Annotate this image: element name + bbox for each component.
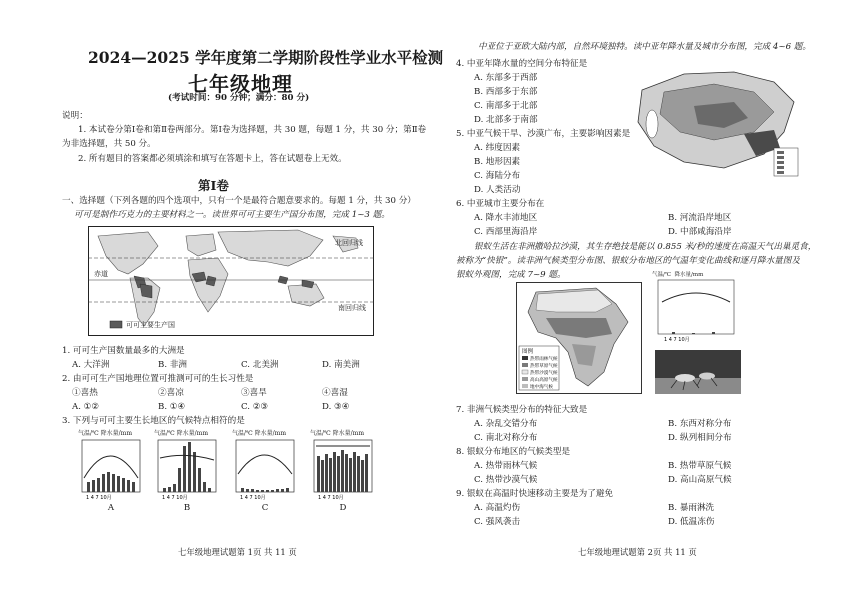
q5-option-b[interactable]: B. 地形因素 <box>474 157 521 167</box>
q7-option-a[interactable]: A. 杂乱交错分布 <box>474 419 538 429</box>
chart-label-d: D <box>339 502 347 513</box>
q7-stem: 7. 非洲气候类型分布的特征大致是 <box>456 405 588 415</box>
map-label-north-tropic: 北回归线 <box>335 239 363 247</box>
q8-option-b[interactable]: B. 热带草原气候 <box>668 461 732 471</box>
q6-option-a[interactable]: A. 降水丰沛地区 <box>474 213 538 223</box>
ant-intro: 被称为“快银”。读非洲气候类型分布图、银蚁分布地区的气温年变化曲线和逐月降水量图及 <box>456 256 800 266</box>
climate-chart-c <box>232 438 298 500</box>
section-title: 第Ⅰ卷 <box>198 178 229 193</box>
q4-option-c[interactable]: C. 南部多于北部 <box>474 101 538 111</box>
chart-label-b: B <box>183 502 191 513</box>
q9-stem: 9. 银蚁在高温时快速移动主要是为了避免 <box>456 489 614 499</box>
climate-chart-b <box>154 438 220 500</box>
q2-mark: ①喜热 <box>72 388 98 398</box>
q6-option-c[interactable]: C. 西部里海沿岸 <box>474 227 538 237</box>
q7-option-d[interactable]: D. 纵列相间分布 <box>668 433 732 443</box>
cocoa-intro: 可可是制作巧克力的主要材料之一。读世界可可主要生产国分布图，完成 1~3 题。 <box>74 210 390 220</box>
q2-mark: ③喜旱 <box>241 388 267 398</box>
temp-axis-label: 气温/℃ <box>78 430 99 437</box>
q1-option-a[interactable]: A. 大洋洲 <box>72 360 110 370</box>
q2-stem: 2. 由可可生产国地理位置可推测可可的生长习性是 <box>62 374 254 384</box>
left-footer: 七年级地理试题第 1页 共 11 页 <box>178 547 297 557</box>
climate-chart-a <box>78 438 144 500</box>
africa-legend-item: 热带沙漠气候 <box>530 371 558 376</box>
africa-legend-item: 高山高原气候 <box>530 378 558 383</box>
legend-swatch <box>110 321 122 328</box>
q7-option-c[interactable]: C. 南北对称分布 <box>474 433 538 443</box>
q4-stem: 4. 中亚年降水量的空间分布特征是 <box>456 59 588 69</box>
temp-axis-label: 气温/℃ <box>652 272 672 278</box>
subject-title: 七年级地理 <box>188 72 293 96</box>
ant-climate-chart <box>652 272 740 346</box>
central-asia-map <box>624 62 802 178</box>
q1-option-c[interactable]: C. 北美洲 <box>241 360 279 370</box>
africa-legend-item: 热带草原气候 <box>530 364 558 369</box>
instructions-label: 说明： <box>62 111 88 121</box>
q9-option-b[interactable]: B. 暴雨淋洗 <box>668 503 715 513</box>
temp-axis-label: 气温/℃ <box>232 430 253 437</box>
rain-axis-label: 降水量/mm <box>332 430 365 437</box>
q9-option-c[interactable]: C. 强风袭击 <box>474 517 521 527</box>
q1-option-b[interactable]: B. 非洲 <box>158 360 187 370</box>
q4-option-a[interactable]: A. 东部多于西部 <box>474 73 538 83</box>
chart-label-c: C <box>261 502 269 513</box>
q2-option-a[interactable]: A. ①② <box>72 402 100 412</box>
map-legend-label: 可可主要生产国 <box>126 321 175 329</box>
rain-axis-label: 降水量/mm <box>674 272 704 278</box>
rain-axis-label: 降水量/mm <box>176 430 209 437</box>
climate-chart-d <box>310 438 376 500</box>
q1-stem: 1. 可可生产国数量最多的大洲是 <box>62 346 185 356</box>
q2-option-b[interactable]: B. ①④ <box>158 402 186 412</box>
month-axis: 1 4 7 10月 <box>86 494 112 500</box>
right-footer: 七年级地理试题第 2页 共 11 页 <box>578 547 697 557</box>
cocoa-world-map <box>88 226 374 336</box>
q7-option-b[interactable]: B. 东西对称分布 <box>668 419 732 429</box>
africa-legend-item: 热带雨林气候 <box>530 357 558 362</box>
q5-option-d[interactable]: D. 人类活动 <box>474 185 521 195</box>
q6-option-d[interactable]: D. 中部咸海沿岸 <box>668 227 732 237</box>
month-axis: 1 4 7 10月 <box>318 494 344 500</box>
q4-option-d[interactable]: D. 北部多于南部 <box>474 115 538 125</box>
q9-option-d[interactable]: D. 低温冻伤 <box>668 517 715 527</box>
instruction-line: 1. 本试卷分第Ⅰ卷和第Ⅱ卷两部分。第Ⅰ卷为选择题，共 30 题，每题 1 分，共 30 分；第Ⅱ卷 <box>78 125 427 135</box>
q1-option-d[interactable]: D. 南美洲 <box>322 360 360 370</box>
africa-climate-map <box>516 282 642 394</box>
exam-info: (考试时间：90 分钟；满分：80 分) <box>168 93 310 103</box>
q6-stem: 6. 中亚城市主要分布在 <box>456 199 545 209</box>
map-label-south-tropic: 南回归线 <box>338 304 366 312</box>
q8-option-d[interactable]: D. 高山高原气候 <box>668 475 732 485</box>
silver-ant-photo <box>655 350 741 394</box>
ant-intro: 银蚁外观图，完成 7~9 题。 <box>456 270 566 280</box>
exam-title: 2024—2025 学年度第二学期阶段性学业水平检测 <box>88 48 444 67</box>
chart-label-a: A <box>107 502 115 513</box>
q6-option-b[interactable]: B. 河流沿岸地区 <box>668 213 732 223</box>
choice-intro: 一、选择题（下列各题的四个选项中，只有一个是最符合题意要求的。每题 1 分，共 30 分） <box>62 196 416 206</box>
instruction-line: 为非选择题，共 50 分。 <box>62 139 156 149</box>
q4-option-b[interactable]: B. 西部多于东部 <box>474 87 538 97</box>
q2-option-d[interactable]: D. ③④ <box>322 402 350 412</box>
q8-option-c[interactable]: C. 热带沙漠气候 <box>474 475 538 485</box>
q5-stem: 5. 中亚气候干旱、沙漠广布，主要影响因素是 <box>456 129 631 139</box>
rain-axis-label: 降水量/mm <box>254 430 287 437</box>
month-axis: 1 4 7 10月 <box>240 494 266 500</box>
africa-legend-title: 图例 <box>522 349 534 355</box>
ant-intro: 银蚁生活在非洲撒哈拉沙漠，其生存绝技是能以 0.855 米/秒的速度在高温天气出巢觅食， <box>474 242 817 252</box>
q2-mark: ④喜湿 <box>322 388 348 398</box>
q3-stem: 3. 下列与可可主要生长地区的气候特点相符的是 <box>62 416 245 426</box>
map-label-equator: 赤道 <box>94 270 108 278</box>
temp-axis-label: 气温/℃ <box>310 430 331 437</box>
instruction-line: 2. 所有题目的答案都必须填涂和填写在答题卡上，答在试题卷上无效。 <box>78 154 347 164</box>
q9-option-a[interactable]: A. 高温灼伤 <box>474 503 521 513</box>
africa-legend-item: 地中海气候 <box>530 385 553 390</box>
q2-mark: ②喜凉 <box>158 388 184 398</box>
month-axis: 1 4 7 10月 <box>664 337 690 343</box>
q8-option-a[interactable]: A. 热带雨林气候 <box>474 461 538 471</box>
temp-axis-label: 气温/℃ <box>154 430 175 437</box>
rain-axis-label: 降水量/mm <box>100 430 133 437</box>
climate-charts <box>78 431 378 521</box>
q2-option-c[interactable]: C. ②③ <box>241 402 269 412</box>
q8-stem: 8. 银蚁分布地区的气候类型是 <box>456 447 571 457</box>
q5-option-a[interactable]: A. 纬度因素 <box>474 143 521 153</box>
month-axis: 1 4 7 10月 <box>162 494 188 500</box>
q5-option-c[interactable]: C. 海陆分布 <box>474 171 521 181</box>
central-asia-intro: 中亚位于亚欧大陆内部，自然环境独特。读中亚年降水量及城市分布图，完成 4~6 题。 <box>478 42 811 52</box>
